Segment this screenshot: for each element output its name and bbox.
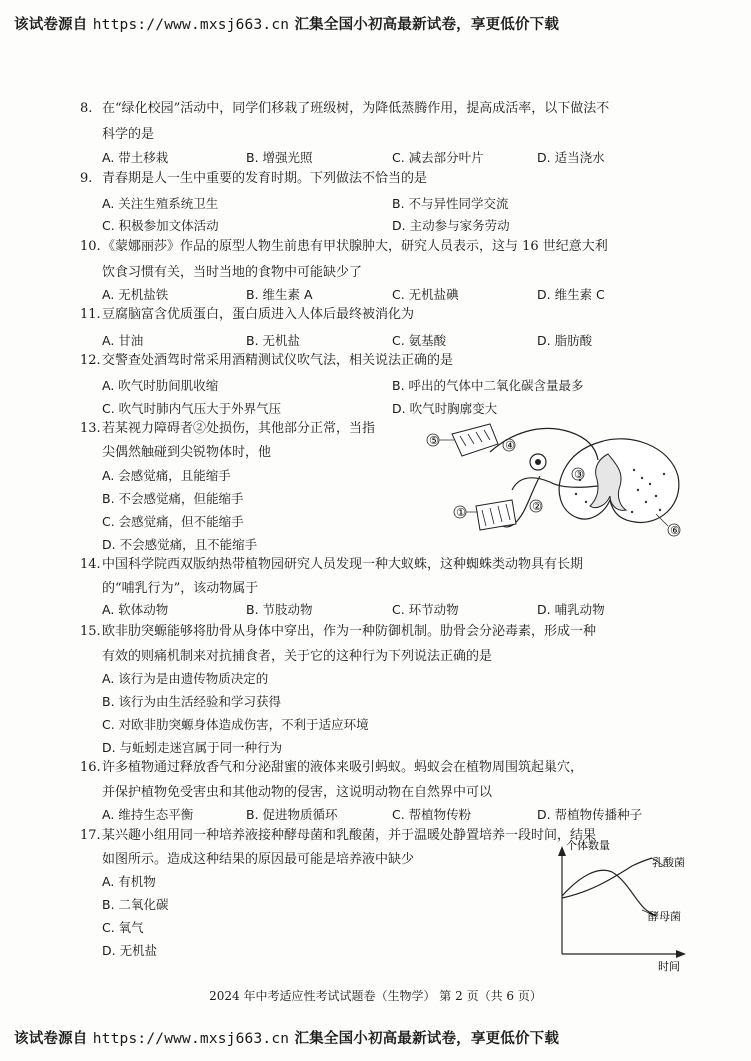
option-d[interactable]: D. 维生素 C (537, 287, 605, 302)
option-d[interactable]: D. 帮植物传播种子 (537, 807, 643, 822)
question-number: 11. (80, 307, 101, 322)
question-stem-line2: 饮食习惯有关，当时当地的食物中可能缺少了 (102, 265, 363, 280)
banner-url[interactable]: https://www.mxsj663.cn (92, 17, 290, 33)
option-d[interactable]: D. 适当浇水 (537, 150, 605, 165)
option-a[interactable]: A. 有机物 (102, 874, 156, 889)
option-a[interactable]: A. 维持生态平衡 (102, 807, 194, 822)
question-number: 12. (80, 353, 101, 368)
question-13 (80, 417, 375, 440)
option-b[interactable]: B. 呼出的气体中二氧化碳含量最多 (392, 378, 584, 393)
question-stem-line2: 的“哺乳行为”，该动物属于 (102, 581, 259, 596)
option-a[interactable]: A. 关注生殖系统卫生 (102, 196, 219, 211)
question-number: 17. (80, 828, 101, 843)
option-a[interactable]: A. 带土移栽 (102, 150, 169, 165)
option-c[interactable]: C. 氧气 (102, 920, 144, 935)
question-9 (80, 167, 427, 190)
page-footer: 2024 年中考适应性考试试题卷（生物学） 第 2 页（共 6 页） (209, 989, 542, 1003)
question-stem: 许多植物通过释放香气和分泌甜蜜的液体来吸引蚂蚁。蚂蚁会在植物周围筑起巢穴， (102, 760, 584, 775)
option-c[interactable]: C. 帮植物传粉 (392, 807, 472, 822)
option-a[interactable]: A. 无机盐铁 (102, 287, 169, 302)
bottom-banner (14, 1027, 559, 1048)
question-stem: 在“绿化校园”活动中，同学们移栽了班级树，为降低蒸腾作用，提高成活率，以下做法不 (102, 101, 610, 116)
option-c[interactable]: C. 积极参加文体活动 (102, 218, 219, 233)
label-6: ⑥ (670, 524, 680, 537)
top-banner (14, 13, 559, 34)
option-a[interactable]: A. 该行为是由遗传物质决定的 (102, 671, 269, 686)
option-d[interactable]: D. 主动参与家务劳动 (392, 218, 510, 233)
reflex-arc-diagram (420, 414, 690, 540)
option-d[interactable]: D. 哺乳动物 (537, 602, 605, 617)
question-stem-line2: 科学的是 (102, 127, 155, 142)
option-d[interactable]: D. 脂肪酸 (537, 333, 593, 348)
option-b[interactable]: B. 二氧化碳 (102, 897, 169, 912)
option-b[interactable]: B. 节肢动物 (246, 602, 313, 617)
effector-muscle (476, 500, 516, 530)
question-number: 8. (80, 101, 93, 116)
label-1: ① (456, 506, 466, 519)
question-10 (80, 235, 608, 258)
question-stem: 交警查处酒驾时常采用酒精测试仪吹气法，相关说法正确的是 (102, 353, 454, 368)
banner-suffix: 汇集全国小初高最新试卷，享更低价下载 (294, 17, 560, 33)
option-d[interactable]: D. 无机盐 (102, 943, 158, 958)
question-8 (80, 97, 609, 120)
banner-prefix: 该试卷源自 (14, 1031, 88, 1047)
series-yeast-line (562, 870, 656, 916)
option-b[interactable]: B. 该行为由生活经验和学习获得 (102, 694, 282, 709)
option-c[interactable]: C. 氨基酸 (392, 333, 447, 348)
growth-chart (540, 836, 700, 976)
series-lactobacillus-line (562, 858, 652, 898)
x-axis-arrow (676, 950, 686, 958)
option-d[interactable]: D. 吹气时胸廓变大 (392, 401, 498, 416)
question-11 (80, 303, 414, 326)
option-b[interactable]: B. 不会感觉痛，但能缩手 (102, 491, 244, 506)
x-axis-label: 时间 (658, 960, 680, 973)
option-d[interactable]: D. 不会感觉痛，且不能缩手 (102, 537, 258, 552)
question-stem: 中国科学院西双版纳热带植物园研究人员发现一种大蚁蛛，这种蜘蛛类动物具有长期 (102, 557, 584, 572)
label-3: ③ (574, 468, 584, 481)
option-c[interactable]: C. 环节动物 (392, 602, 459, 617)
question-number: 15. (80, 624, 101, 639)
option-c[interactable]: C. 吹气时肺内气压大于外界气压 (102, 401, 282, 416)
y-axis-label: 个体数量 (566, 839, 610, 852)
question-17 (80, 824, 596, 847)
question-number: 16. (80, 760, 101, 775)
question-stem-line2: 尖偶然触碰到尖锐物体时，他 (102, 445, 272, 460)
option-d[interactable]: D. 与蚯蚓走迷宫属于同一种行为 (102, 740, 283, 755)
option-c[interactable]: C. 对欧非肋突螈身体造成伤害，不利于适应环境 (102, 717, 369, 732)
option-c[interactable]: C. 会感觉痛，但不能缩手 (102, 514, 244, 529)
question-stem-line2: 有效的则痛机制来对抗捕食者，关于它的这种行为下列说法正确的是 (102, 649, 493, 664)
banner-url[interactable]: https://www.mxsj663.cn (92, 1031, 290, 1047)
label-2: ② (532, 500, 542, 513)
label-5: ⑤ (429, 434, 439, 447)
question-16 (80, 756, 583, 779)
option-c[interactable]: C. 减去部分叶片 (392, 150, 484, 165)
option-c[interactable]: C. 无机盐碘 (392, 287, 459, 302)
label-4: ④ (505, 439, 515, 452)
question-stem: 《蒙娜丽莎》作品的原型人物生前患有甲状腺肿大，研究人员表示，这与 16 世纪意大利 (102, 239, 608, 254)
question-stem: 某兴趣小组用同一种培养液接种酵母菌和乳酸菌，并于温暖处静置培养一段时间，结果 (102, 828, 597, 843)
question-number: 10. (80, 239, 101, 254)
question-number: 13. (80, 421, 101, 436)
question-number: 14. (80, 557, 101, 572)
series-label-lactobacillus: 乳酸菌 (652, 856, 685, 869)
question-12 (80, 349, 453, 372)
question-number: 9. (80, 171, 93, 186)
question-stem: 欧非肋突螈能够将肋骨从身体中穿出，作为一种防御机制。肋骨会分泌毒素，形成一种 (102, 624, 597, 639)
banner-suffix: 汇集全国小初高最新试卷，享更低价下载 (294, 1031, 560, 1047)
option-b[interactable]: B. 增强光照 (246, 150, 313, 165)
series-label-yeast: 酵母菌 (648, 910, 681, 923)
option-b[interactable]: B. 促进物质循环 (246, 807, 338, 822)
question-14 (80, 553, 583, 576)
question-stem-line2: 如图所示。造成这种结果的原因最可能是培养液中缺少 (102, 852, 415, 867)
y-axis-arrow (558, 846, 566, 856)
banner-prefix: 该试卷源自 (14, 17, 88, 33)
option-b[interactable]: B. 不与异性同学交流 (392, 196, 509, 211)
question-stem: 青春期是人一生中重要的发育时期。下列做法不恰当的是 (102, 171, 428, 186)
option-b[interactable]: B. 无机盐 (246, 333, 301, 348)
question-stem: 豆腐脑富含优质蛋白，蛋白质进入人体后最终被消化为 (102, 307, 415, 322)
question-stem: 若某视力障碍者②处损伤，其他部分正常，当指 (102, 421, 376, 436)
option-a[interactable]: A. 会感觉痛，且能缩手 (102, 468, 231, 483)
option-a[interactable]: A. 软体动物 (102, 602, 169, 617)
option-a[interactable]: A. 甘油 (102, 333, 144, 348)
option-a[interactable]: A. 吹气时肋间肌收缩 (102, 378, 219, 393)
option-b[interactable]: B. 维生素 A (246, 287, 313, 302)
question-15 (80, 620, 596, 643)
question-stem-line2: 并保护植物免受害虫和其他动物的侵害，这说明动物在自然界中可以 (102, 785, 493, 800)
